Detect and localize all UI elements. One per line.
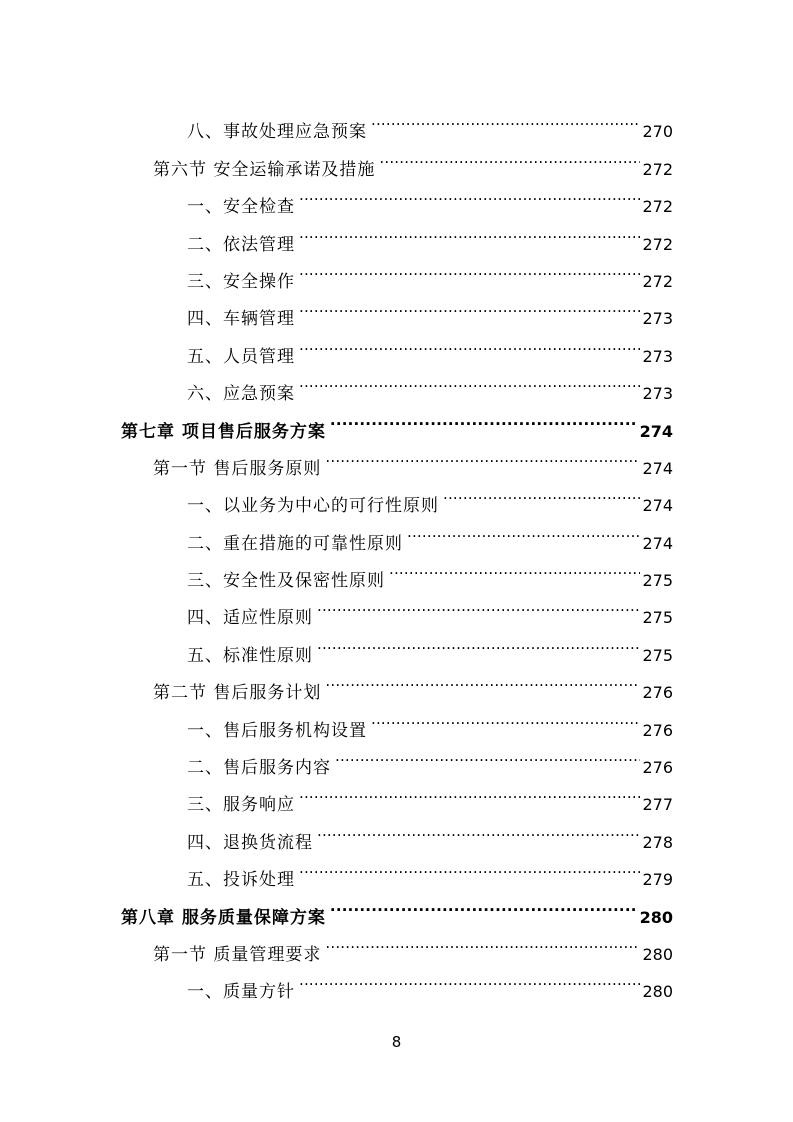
toc-entry[interactable] [0,287,793,330]
toc-dot-leader [325,923,640,960]
toc-entry[interactable] [0,324,793,367]
toc-entry-page: 273 [642,309,673,329]
toc-entry[interactable] [0,437,793,479]
toc-dot-leader [371,698,640,735]
toc-entry-page: 276 [642,720,673,740]
toc-entry-page: 280 [639,907,673,927]
toc-entry[interactable] [0,773,793,816]
toc-entry-page: 278 [642,832,673,852]
toc-dot-leader [330,885,638,922]
toc-entry-title: 八、事故处理应急预案 [187,122,367,143]
toc-entry[interactable] [0,885,793,928]
toc-entry[interactable] [0,623,793,666]
toc-entry-page: 275 [642,571,673,591]
toc-entry-title: 三、安全操作 [187,271,295,292]
toc-entry-title: 二、重在措施的可靠性原则 [187,533,403,554]
toc-entry-page: 280 [642,944,673,964]
toc-entry-title: 一、以业务为中心的可行性原则 [187,496,439,517]
toc-entry-title: 一、安全检查 [187,197,295,218]
toc-entry[interactable] [0,923,793,965]
toc-entry-title: 五、人员管理 [187,346,295,367]
toc-entry-title: 第一节 售后服务原则 [153,458,322,479]
toc-entry-page: 277 [642,795,673,815]
toc-dot-leader [325,437,640,474]
toc-dot-leader [299,287,640,324]
toc-entry[interactable] [0,736,793,779]
toc-dot-leader [379,137,640,174]
toc-entry-title: 第八章 服务质量保障方案 [121,907,326,928]
toc-entry[interactable] [0,661,793,704]
toc-entry-title: 第六节 安全运输承诺及措施 [153,159,376,180]
toc-dot-leader [299,362,640,399]
toc-dot-leader [335,736,640,773]
toc-entry-title: 第一节 质量管理要求 [153,944,322,965]
toc-entry[interactable] [0,175,793,218]
toc-dot-leader [299,848,640,885]
toc-entry-page: 273 [642,346,673,366]
toc-entry[interactable] [0,511,793,554]
toc-dot-leader [299,960,640,997]
toc-entry[interactable] [0,848,793,891]
table-of-contents [0,100,793,1003]
toc-entry-title: 三、安全性及保密性原则 [187,571,385,592]
toc-entry-page: 274 [642,533,673,553]
toc-dot-leader [407,511,640,548]
toc-entry-title: 四、适应性原则 [187,608,313,629]
toc-entry[interactable] [0,137,793,180]
toc-entry-title: 四、退换货流程 [187,832,313,853]
toc-entry-title: 第二节 售后服务计划 [153,683,322,704]
toc-dot-leader [330,399,638,436]
toc-entry-title: 一、售后服务机构设置 [187,720,367,741]
toc-entry[interactable] [0,362,793,405]
toc-entry[interactable] [0,586,793,629]
toc-dot-leader [317,810,640,847]
toc-entry-page: 272 [642,271,673,291]
toc-dot-leader [299,175,640,212]
toc-entry-page: 276 [642,758,673,778]
toc-dot-leader [371,100,640,137]
toc-entry-title: 第七章 项目售后服务方案 [121,421,326,442]
toc-entry-title: 五、标准性原则 [187,645,313,666]
toc-entry-title: 六、应急预案 [187,384,295,405]
toc-entry-title: 四、车辆管理 [187,309,295,330]
toc-dot-leader [299,212,640,249]
toc-entry-page: 279 [642,870,673,890]
toc-entry-page: 280 [642,982,673,1002]
toc-dot-leader [299,250,640,287]
toc-entry-title: 二、依法管理 [187,234,295,255]
toc-entry[interactable] [0,474,793,517]
toc-entry-page: 275 [642,608,673,628]
toc-entry-title: 二、售后服务内容 [187,758,331,779]
toc-entry[interactable] [0,698,793,741]
toc-entry-page: 272 [642,234,673,254]
toc-dot-leader [443,474,640,511]
toc-entry[interactable] [0,212,793,255]
toc-entry[interactable] [0,549,793,592]
toc-dot-leader [299,324,640,361]
toc-entry-page: 272 [642,197,673,217]
toc-entry-page: 276 [642,683,673,703]
toc-entry[interactable] [0,100,793,143]
page-number: 8 [391,1033,402,1051]
toc-dot-leader [389,549,640,586]
toc-entry[interactable] [0,399,793,442]
toc-entry[interactable] [0,810,793,853]
toc-entry-page: 274 [642,496,673,516]
toc-dot-leader [299,773,640,810]
toc-entry[interactable] [0,250,793,292]
toc-entry-page: 275 [642,645,673,665]
toc-entry-page: 273 [642,384,673,404]
toc-entry-title: 一、质量方针 [187,982,295,1003]
toc-entry-page: 274 [639,421,673,441]
toc-dot-leader [317,586,640,623]
toc-dot-leader [325,661,640,698]
toc-entry-page: 274 [642,458,673,478]
toc-entry-title: 五、投诉处理 [187,870,295,891]
toc-entry-page: 272 [642,159,673,179]
toc-dot-leader [317,623,640,660]
toc-entry[interactable] [0,960,793,1003]
toc-entry-page: 270 [642,122,673,142]
toc-entry-title: 三、服务响应 [187,795,295,816]
